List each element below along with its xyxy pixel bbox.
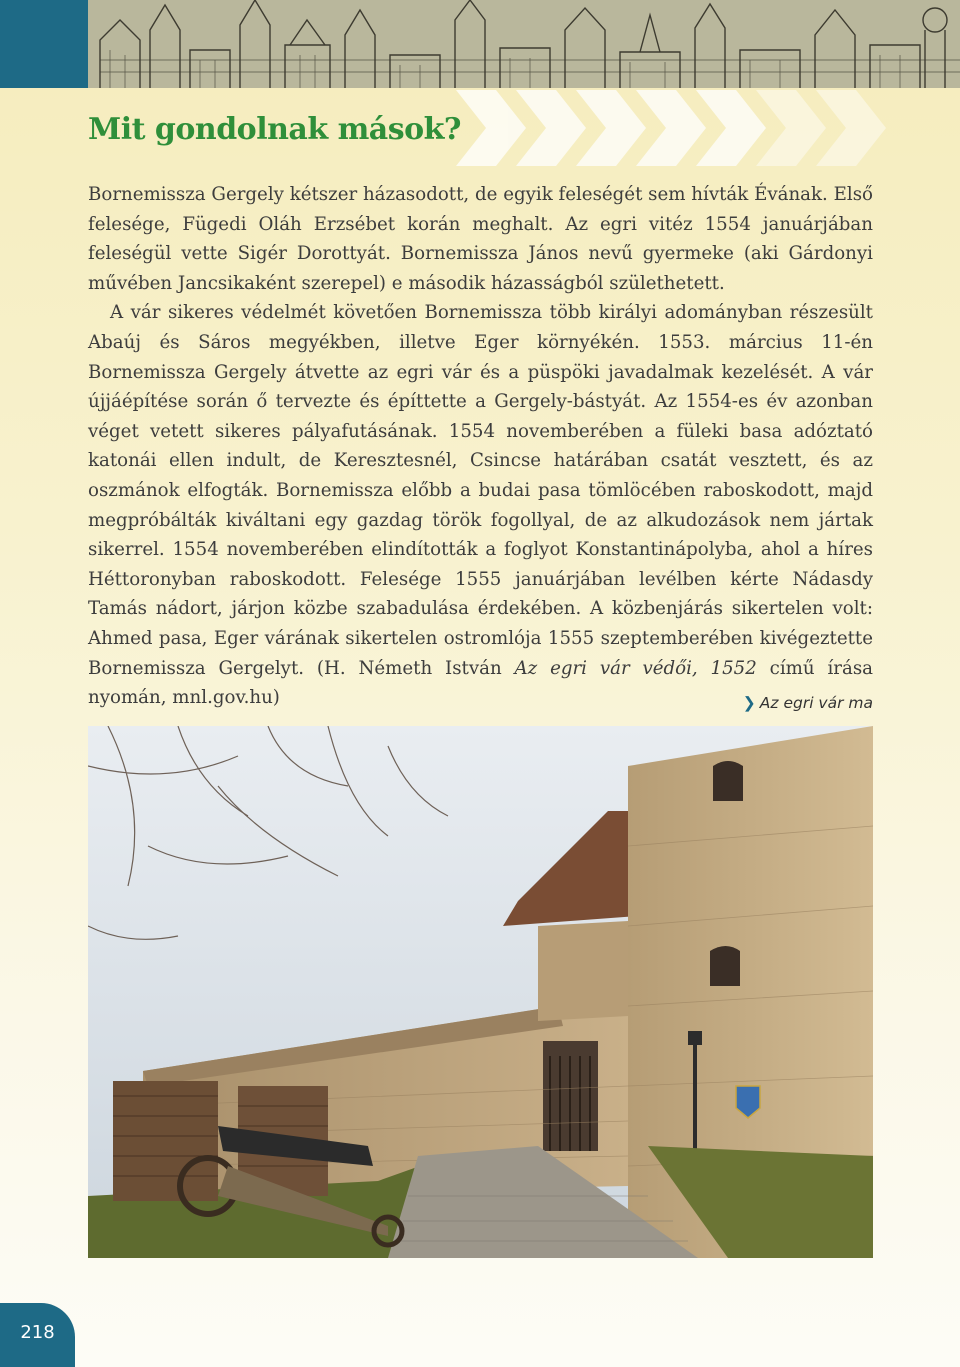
paragraph-career-text: A vár sikeres védelmét követően Bornemissza több királyi adományban részesült Abaúj és Sáros megyékben, illetve Eger környékén. 1553. március 11-én Bornemissza Gergely átvette az egri vár és a püspöki javadalmak kezelését. A vár újjáépítése során ő tervezte és építtette a Gergely-bástyát. Az 1554-es év azonban véget vetett sikeres pályafutásának. 1554 novemberében a füleki basa adóztató katonái ellen indult, de Keresztesnél, Csincse határában csatát vesztett, és az oszmánok elfogták. Bornemissza előbb a budai pasa tömlöcében raboskodott, majd megpróbálták kiváltani egy gazdag török fogollyal, de az alkudozások nem jártak sikerrel. 1554 novemberében elindították a foglyot Konstantinápolyba, ahol a híres Héttoronyban raboskodott. Felesége 1555 januárjában levélben kérte Nádasdy Tamás nádort, járjon közbe szabadulása érdekében. A közbenjárás sikertelen volt: Ahmed pasa, Eger várának sikertelen ostromlója 1555 szeptemberében kivégeztette Bornemissza Gergelyt. (H. Németh István — [88, 302, 873, 679]
article-body — [88, 180, 873, 713]
source-title: Az egri vár védői, 1552 — [514, 657, 757, 679]
chevron-decoration — [456, 90, 960, 166]
section-title: Mit gondolnak mások? — [88, 112, 462, 147]
source-attribution: című írása nyomán, mnl.gov.hu) — [88, 657, 873, 709]
photo-caption-text: Az egri vár ma — [759, 694, 873, 712]
chevron-right-icon: ❯ — [742, 694, 756, 712]
header-corner-block — [0, 0, 88, 88]
photo-caption — [743, 694, 873, 712]
page-number: 218 — [20, 1322, 55, 1343]
historic-town-engraving — [0, 0, 960, 88]
castle-photo — [88, 726, 873, 1258]
header-illustration-band — [0, 0, 960, 88]
paragraph-career — [88, 298, 873, 712]
paragraph-marriage: Bornemissza Gergely kétszer házasodott, de egyik feleségét sem hívták Évának. Első felesége, Fügedi Oláh Erzsébet korán meghalt. Az egri vitéz 1554 januárjában feleségül vette Sigér Dorottyát. Bornemissza János nevű gyermeke (aki Gárdonyi művében Jancsikaként szerepel) e második házasságból születhetett. — [88, 184, 873, 294]
castle-illustration — [88, 726, 873, 1258]
